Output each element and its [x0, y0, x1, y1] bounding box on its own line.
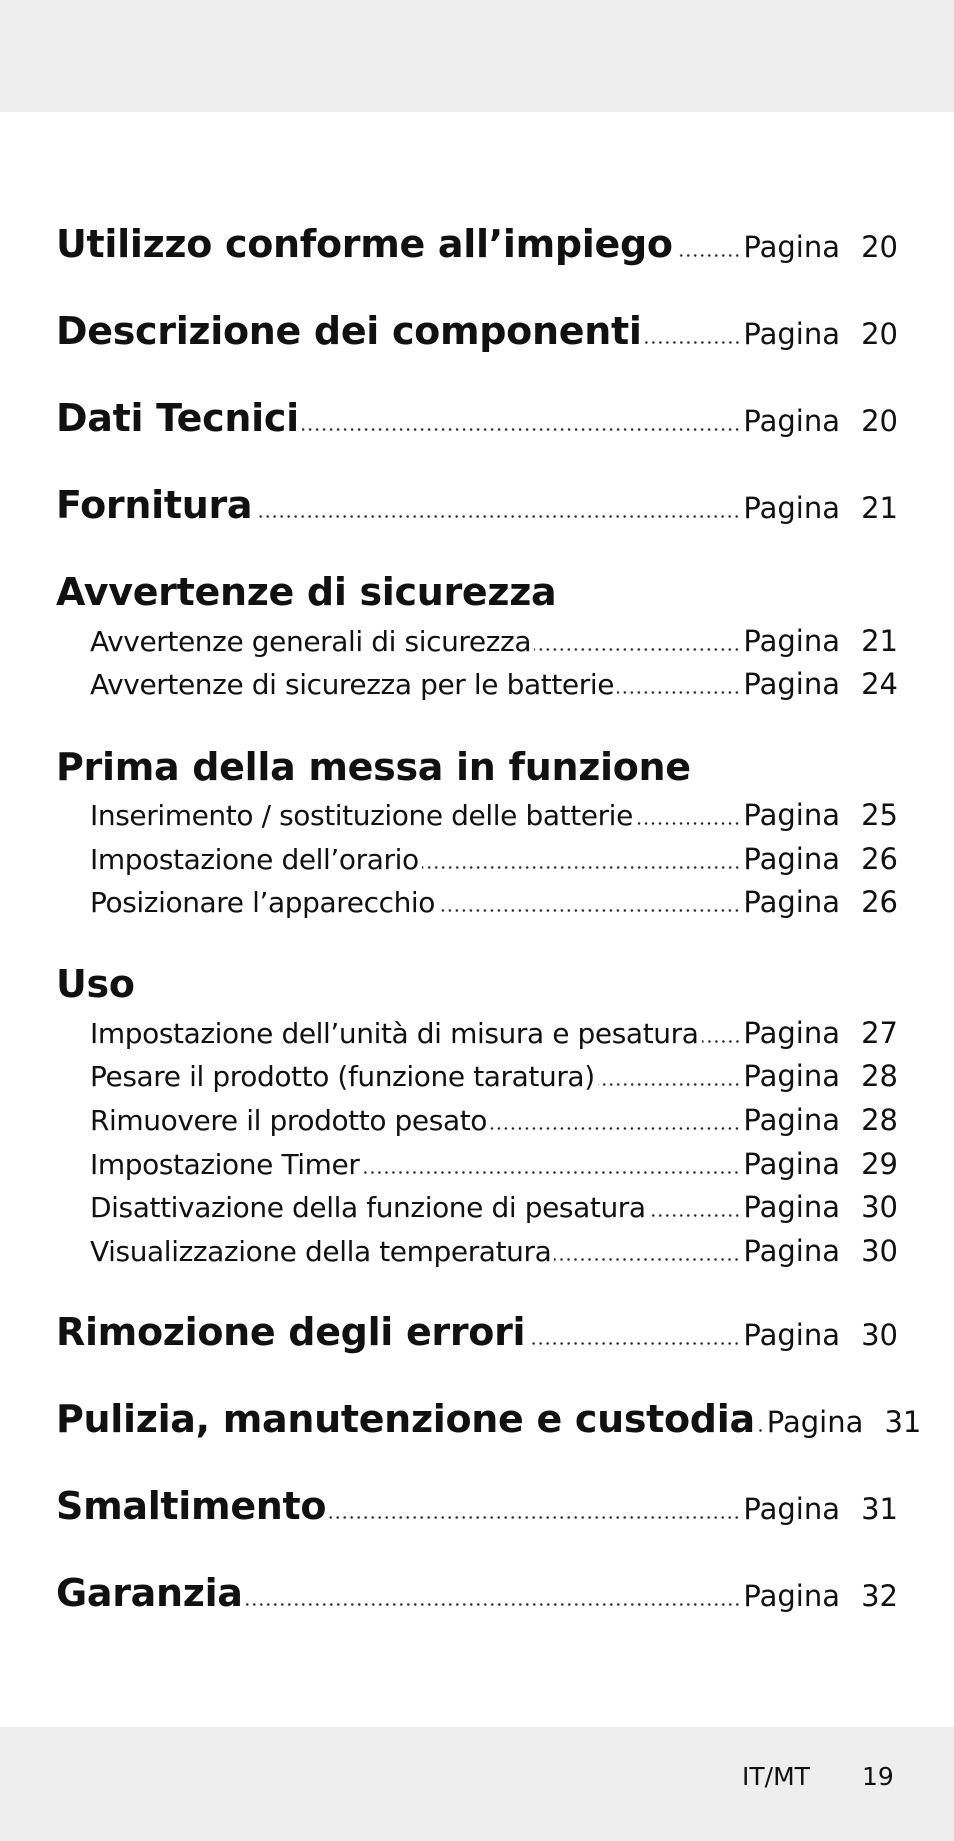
toc-subentry[interactable]: [90, 798, 898, 832]
leader-dots: [554, 1258, 740, 1261]
section-heading-prima[interactable]: Prima della messa in funzione: [56, 745, 691, 789]
toc-subentry-title: Avvertenze generali di sicurezza: [90, 625, 532, 658]
page-label: Pagina: [743, 1234, 840, 1268]
footer-page-number: 19: [862, 1762, 894, 1791]
toc-subentry[interactable]: [90, 1190, 898, 1224]
page-number: 21: [861, 491, 898, 525]
page-label: Pagina: [743, 667, 840, 701]
page-label: Pagina: [743, 230, 840, 264]
toc-entry-title: Utilizzo conforme all’impiego: [56, 222, 673, 266]
page-number: 26: [861, 842, 898, 876]
page-number: 20: [861, 404, 898, 438]
page-label: Pagina: [743, 842, 840, 876]
page-number: 28: [861, 1059, 898, 1093]
toc-entry-garanzia[interactable]: [56, 1571, 898, 1615]
page-number: 20: [861, 230, 898, 264]
toc-entry-title: Smaltimento: [56, 1484, 327, 1528]
leader-dots: [645, 341, 741, 344]
toc-subentry-title: Impostazione dell’orario: [90, 843, 419, 876]
toc-entry-title: Fornitura: [56, 483, 253, 527]
page-number: 29: [861, 1147, 898, 1181]
footer-language: IT/MT: [742, 1762, 810, 1791]
toc-entry-fornitura[interactable]: [56, 483, 898, 527]
toc-subentry[interactable]: [90, 842, 898, 876]
footer-band: [0, 1727, 954, 1841]
page-number: 31: [884, 1405, 922, 1439]
leader-dots: [534, 648, 740, 651]
section-heading-avvertenze[interactable]: Avvertenze di sicurezza: [56, 570, 557, 614]
toc-subentry[interactable]: [90, 885, 898, 919]
toc-subentry-title: Visualizzazione della temperatura: [90, 1235, 552, 1268]
leader-dots: [758, 1429, 764, 1432]
page-number: 30: [861, 1234, 898, 1268]
toc-entry-title: Garanzia: [56, 1571, 243, 1615]
page-label: Pagina: [743, 885, 840, 919]
leader-dots: [598, 1083, 741, 1086]
toc-entry-utilizzo[interactable]: [56, 222, 898, 266]
leader-dots: [636, 822, 741, 825]
leader-dots: [438, 909, 740, 912]
leader-dots: [676, 254, 741, 257]
toc-subentry[interactable]: [90, 1016, 898, 1050]
page-label: Pagina: [743, 1147, 840, 1181]
toc-subentry-title: Inserimento / sostituzione delle batterie: [90, 799, 633, 832]
page-label: Pagina: [743, 1318, 840, 1352]
toc-entry-smaltimento[interactable]: [56, 1484, 898, 1528]
toc-entry-dati-tecnici[interactable]: [56, 396, 898, 440]
page-number: 30: [861, 1318, 898, 1352]
toc-subentry[interactable]: [90, 1103, 898, 1137]
toc-subentry-title: Disattivazione della funzione di pesatura: [90, 1191, 646, 1224]
toc-subentry[interactable]: [90, 1234, 898, 1268]
leader-dots: [649, 1214, 741, 1217]
page-label: Pagina: [743, 624, 840, 658]
toc-entry-title: Dati Tecnici: [56, 396, 299, 440]
toc-subentry[interactable]: [90, 1059, 898, 1093]
toc-subentry-title: Rimuovere il prodotto pesato: [90, 1104, 488, 1137]
leader-dots: [422, 866, 741, 869]
page-label: Pagina: [743, 1492, 840, 1526]
toc-entry-title: Descrizione dei componenti: [56, 309, 642, 353]
toc-entry-title: Rimozione degli errori: [56, 1310, 526, 1354]
leader-dots: [302, 428, 741, 431]
page-number: 24: [861, 667, 898, 701]
page-label: Pagina: [743, 1190, 840, 1224]
page-number: 31: [861, 1492, 898, 1526]
page-label: Pagina: [743, 317, 840, 351]
page-label: Pagina: [743, 491, 840, 525]
leader-dots: [362, 1171, 740, 1174]
leader-dots: [255, 515, 740, 518]
toc-subentry[interactable]: [90, 624, 898, 658]
page-label: Pagina: [743, 404, 840, 438]
page-label: Pagina: [743, 1059, 840, 1093]
leader-dots: [246, 1603, 741, 1606]
leader-dots: [617, 691, 740, 694]
toc-subentry-title: Posizionare l’apparecchio: [90, 886, 436, 919]
page-label: Pagina: [743, 1103, 840, 1137]
page-label: Pagina: [766, 1405, 864, 1439]
page-number: 30: [861, 1190, 898, 1224]
toc-subentry-title: Avvertenze di sicurezza per le batterie: [90, 668, 615, 701]
toc-subentry-title: Impostazione Timer: [90, 1148, 360, 1181]
toc-subentry-title: Impostazione dell’unità di misura e pesatura: [90, 1017, 699, 1050]
section-heading-uso[interactable]: Uso: [56, 962, 135, 1006]
toc-entry-title: Pulizia, manutenzione e custodia: [56, 1397, 755, 1441]
leader-dots: [528, 1342, 740, 1345]
page-number: 26: [861, 885, 898, 919]
page-number: 27: [861, 1016, 898, 1050]
toc-entry-descrizione[interactable]: [56, 309, 898, 353]
toc-entry-rimozione[interactable]: [56, 1310, 898, 1354]
page-number: 21: [861, 624, 898, 658]
page-label: Pagina: [743, 798, 840, 832]
page-label: Pagina: [743, 1579, 840, 1613]
toc-entry-pulizia[interactable]: [56, 1397, 922, 1441]
page-number: 32: [861, 1579, 898, 1613]
page-number: 25: [861, 798, 898, 832]
page-label: Pagina: [743, 1016, 840, 1050]
leader-dots: [702, 1040, 741, 1043]
page-number: 20: [861, 317, 898, 351]
toc-subentry[interactable]: [90, 667, 898, 701]
toc-subentry[interactable]: [90, 1147, 898, 1181]
toc-subentry-title: Pesare il prodotto (funzione taratura): [90, 1060, 595, 1093]
leader-dots: [329, 1516, 740, 1519]
page-number: 28: [861, 1103, 898, 1137]
leader-dots: [490, 1127, 740, 1130]
